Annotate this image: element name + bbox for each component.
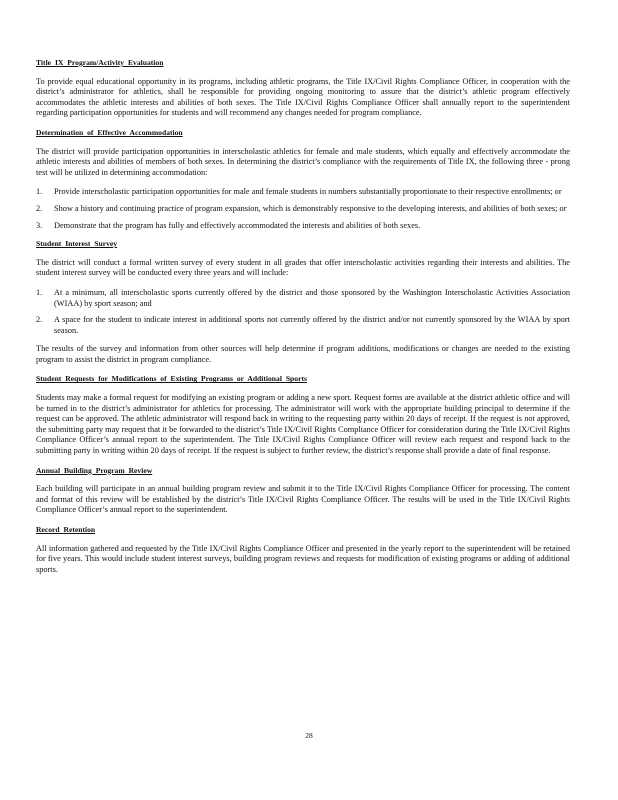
list-text: Provide interscholastic participation opportunities for male and female students in numbers substantially proportionate to their respective enrollments; or — [54, 187, 562, 197]
list-number: 2. — [36, 315, 43, 325]
list-text: Demonstrate that the program has fully and effectively accommodated the interests and abilities of both sexes. — [54, 220, 421, 230]
section-annual-building-review — [36, 466, 570, 516]
section-heading: Student Requests for Modifications of Existing Programs or Additional Sports — [36, 374, 307, 384]
section-heading: Title IX Program/Activity Evaluation — [36, 58, 164, 67]
section-paragraph: Each building will participate in an annual building program review and submit it to the Title IX/Civil Rights Compliance Officer for processing. The content and format of this review will be established by the district’s Title IX/Civil Rights Compliance Officer. The results will be used in the Title IX/Civil Rights Compliance Officer’s annual report to the superintendent. — [36, 484, 570, 515]
numbered-list — [36, 187, 570, 231]
list-number: 1. — [36, 287, 43, 297]
list-item — [36, 187, 570, 198]
section-student-interest-survey — [36, 239, 570, 365]
numbered-list — [36, 288, 570, 336]
list-number: 3. — [36, 220, 43, 230]
section-paragraph: To provide equal educational opportunity in its programs, including athletic programs, the Title IX/Civil Rights Compliance Officer, in cooperation with the district’s administrator for athletics, shall be responsible for providing ongoing monitoring to assure that the district’s athletic program effectively accommodates the athletic interests and abilities of both sexes. The Title IX/Civil Rights Compliance Officer shall annually report to the superintendent regarding participation opportunities for students and will recommend any changes needed for program compliance. — [36, 76, 570, 118]
section-heading: Student Interest Survey — [36, 239, 118, 249]
section-heading: Record Retention — [36, 525, 96, 534]
section-heading: Annual Building Program Review — [36, 465, 153, 475]
section-heading: Determination of Effective Accommodation — [36, 127, 183, 137]
section-record-retention — [36, 525, 570, 575]
section-paragraph: Students may make a formal request for modifying an existing program or adding a new sport. Request forms are available at the district athletic office and will be turned in to the district’s administrator for athletics for processing. The administrator will work with the appropriate building principal to determine if the request can be approved. The athletic administrator will respond back in writing to the requesting party within 20 days of receipt. If the request is not approved, the submitting party may request that it be forwarded to the district’s Title IX/Civil Rights Compliance Officer for consideration during the Title IX/Civil Rights Compliance Officer’s annual report to the superintendent. The Title IX/Civil Rights Compliance Officer will review each request and respond back to the submitting party in writing within 20 days of receipt. If the request is subject to further review, the district’s response shall provide a date of final response. — [36, 393, 570, 456]
list-item — [36, 204, 570, 215]
list-item — [36, 315, 570, 336]
section-paragraph: The results of the survey and information from other sources will help determine if program additions, modifications or changes are needed to the existing program to assist the district in program compliance. — [36, 344, 570, 364]
section-determination — [36, 128, 570, 231]
list-number: 1. — [36, 187, 43, 197]
list-item — [36, 288, 570, 309]
page-number: 28 — [305, 731, 313, 740]
section-paragraph: The district will conduct a formal written survey of every student in all grades that offer interscholastic activities regarding their interests and abilities. The student interest survey will be conducted every three years and will include: — [36, 257, 570, 278]
section-title-ix-evaluation — [36, 58, 570, 119]
list-number: 2. — [36, 203, 43, 213]
section-paragraph: All information gathered and requested by the Title IX/Civil Rights Compliance Officer and presented in the yearly report to the superintendent will be retained for five years. This would include student interest surveys, building program reviews and requests for modification of existing programs or adding of additional sports. — [36, 543, 570, 574]
list-text: At a minimum, all interscholastic sports currently offered by the district and those sponsored by the Washington Interscholastic Activities Association (WIAA) by sport season; and — [54, 287, 570, 308]
list-text: Show a history and continuing practice of program expansion, which is demonstrably responsive to the developing interests, and abilities of both sexes; or — [54, 203, 567, 213]
list-text: A space for the student to indicate interest in additional sports not currently offered by the district and/or not currently sponsored by the WIAA by sport season. — [54, 315, 570, 335]
section-paragraph: The district will provide participation opportunities in interscholastic athletics for female and male students, which equally and effectively accommodate the athletic interests and abilities of members of both sexes. In determining the district’s compliance with the requirements of Title IX, the following three - prong test will be utilized in determining accommodation: — [36, 146, 570, 177]
section-student-requests — [36, 374, 570, 456]
list-item — [36, 221, 570, 232]
document-page — [36, 58, 570, 584]
